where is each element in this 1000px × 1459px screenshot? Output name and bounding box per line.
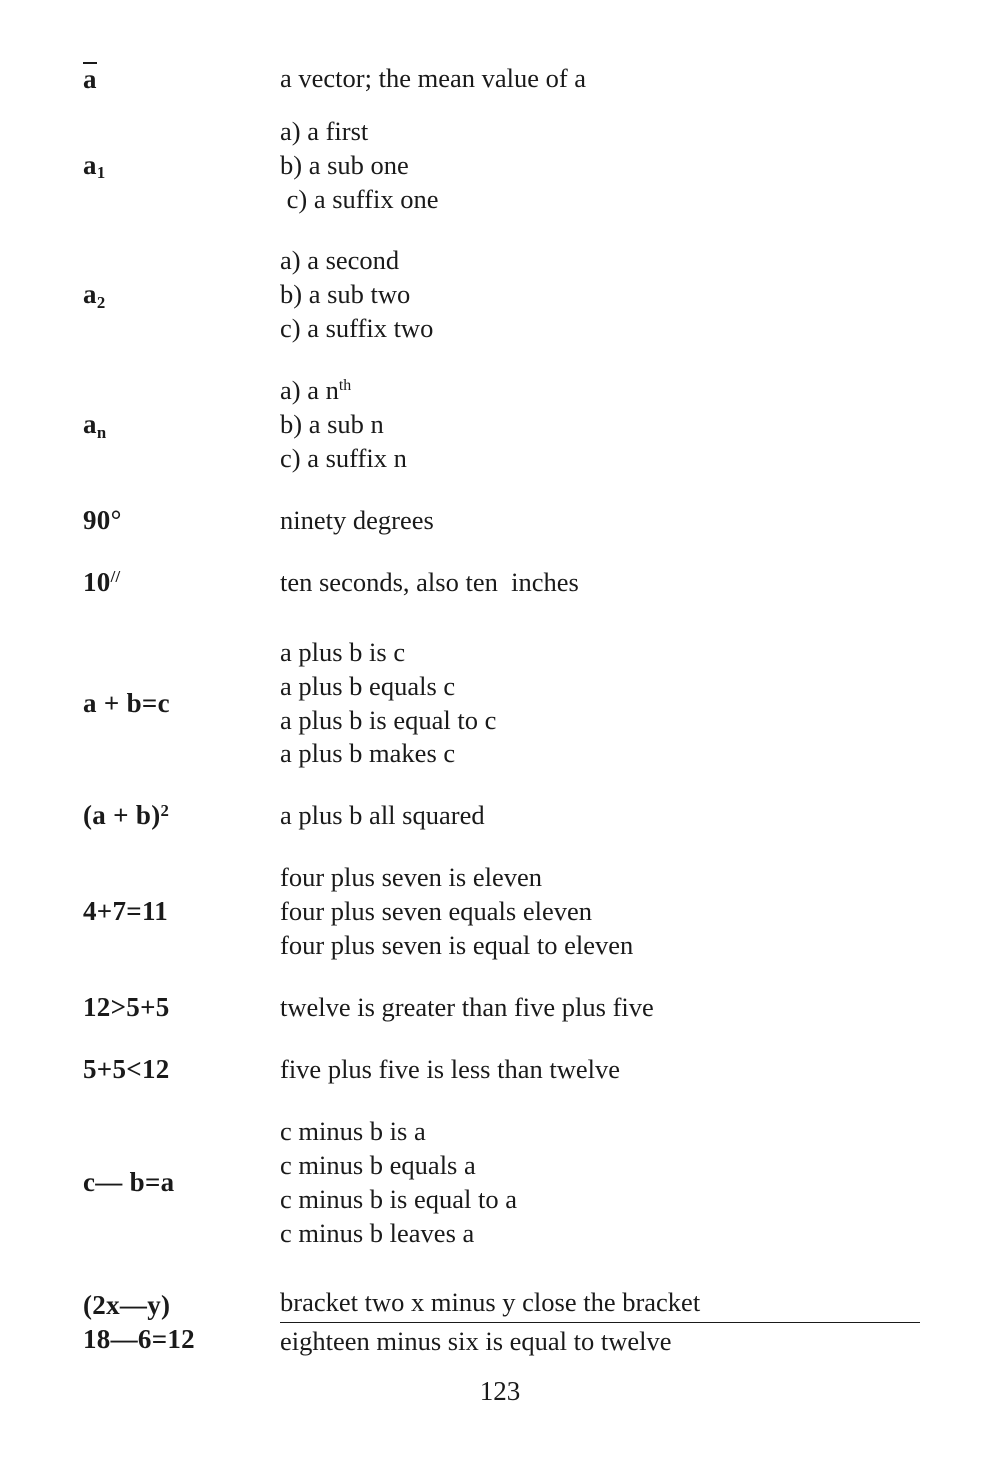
symbol-a-bar: a [83,64,97,94]
definition-text [280,636,920,772]
definition-line: bracket two x minus y close the bracket [280,1287,701,1318]
definition-text [280,861,920,963]
symbol-4-plus-7-equals-11: 4+7=11 [83,896,169,927]
definition-line: four plus seven is equal to eleven [280,930,634,961]
definition-line: c minus b is equal to a [280,1183,517,1214]
definition-line: b) a sub n [280,409,384,440]
definition-text [280,1053,920,1087]
definition-cell [280,991,920,1025]
symbol-90-degrees: 90° [83,504,122,535]
symbol-a-sub-n: $a_n$ [83,409,107,442]
table-row [80,115,920,217]
definition-line: c) a suffix one [280,183,439,214]
symbol-cell [80,799,280,833]
symbol-18-minus-6-equals-12: 18—6=12 [83,1323,195,1354]
symbol-cell [80,374,280,476]
symbol-cell [80,244,280,346]
definition-text [280,566,920,600]
definition-line: ninety degrees [280,504,434,535]
table-row [80,636,920,772]
table-row [80,374,920,476]
definition-line: a) a $n^{th}$ [280,375,352,406]
definition-cell [280,636,920,772]
symbol-cell [80,566,280,600]
table-row [80,1286,920,1359]
table-row [80,244,920,346]
definition-text [280,504,920,538]
symbol-5-plus-5-less-than-12: 5+5<12 [83,1053,170,1084]
definition-cell [280,1053,920,1087]
definition-line: b) a sub two [280,279,411,310]
definition-cell [280,62,920,97]
symbol-cell [80,62,280,97]
definition-cell [280,504,920,538]
definition-line: b) a sub one [280,149,409,180]
definition-line: twelve is greater than five plus five [280,991,654,1022]
table-row [80,799,920,833]
definition-cell [280,861,920,963]
symbol-cell [80,1115,280,1251]
symbol-cell [80,115,280,217]
definition-line: a plus b all squared [280,800,485,831]
symbol-a-plus-b-squared: $(a + b)^2$ [83,800,170,831]
definition-line: c minus b equals a [280,1149,476,1180]
definition-line: a) a first [280,115,369,146]
symbol-a-sub-2: $a_2$ [83,279,106,313]
table-row [80,1053,920,1087]
definition-cell [280,244,920,346]
definition-line: eighteen minus six is equal to twelve [280,1326,672,1357]
symbol-12-greater-than-5-plus-5: 12>5+5 [83,992,170,1023]
definition-cell [280,1115,920,1251]
definition-line: five plus five is less than twelve [280,1053,621,1084]
definition-line: a vector; the mean value of a [280,63,587,94]
definition-text [280,62,920,96]
symbol-cell [80,636,280,772]
definition-line: a plus b makes c [280,738,456,769]
symbol-cell [80,1286,280,1359]
symbol-bracket-2x-minus-y: (2x—y) [83,1290,171,1321]
definition-cell [280,1286,920,1359]
symbol-definition-table [80,62,920,1359]
definition-text [280,1115,920,1251]
definition-line: c) a suffix n [280,443,407,473]
table-row [80,991,920,1025]
symbol-a-sub-1: $a_1$ [83,149,106,183]
definition-text [280,244,920,346]
symbol-10-seconds: 10// [83,566,121,597]
definition-line: four plus seven equals eleven [280,896,593,927]
definition-line: c minus b is a [280,1115,426,1146]
definition-text [280,991,920,1025]
table-row [80,504,920,538]
symbol-cell [80,1053,280,1087]
symbol-cell [80,861,280,963]
definition-text [280,1325,920,1359]
definition-cell [280,115,920,217]
table-row [80,62,920,97]
definition-line: four plus seven is eleven [280,862,542,893]
symbol-cell [80,504,280,538]
page-number: 123 [479,1376,521,1406]
definition-line: a) a second [280,245,400,276]
definition-cell [280,566,920,600]
symbol-c-minus-b-equals-a: c— b=a [83,1166,175,1197]
definition-text [280,115,920,217]
definition-text [280,799,920,833]
definition-cell [280,374,920,476]
definition-line: a plus b is c [280,636,406,667]
definition-line: c) a suffix two [280,313,434,344]
definition-line: a plus b is equal to c [280,704,497,735]
table-row [80,861,920,963]
table-row [80,1115,920,1251]
symbol-cell [80,991,280,1025]
symbol-a-plus-b-equals-c: a + b=c [83,687,170,718]
horizontal-rule [280,1322,920,1323]
definition-line: c minus b leaves a [280,1217,475,1248]
definition-text [280,1286,920,1320]
definition-line: ten seconds, also ten inches [280,566,579,597]
table-row [80,566,920,600]
definition-cell [280,799,920,833]
definition-text [280,374,920,476]
definition-line: a plus b equals c [280,670,456,701]
